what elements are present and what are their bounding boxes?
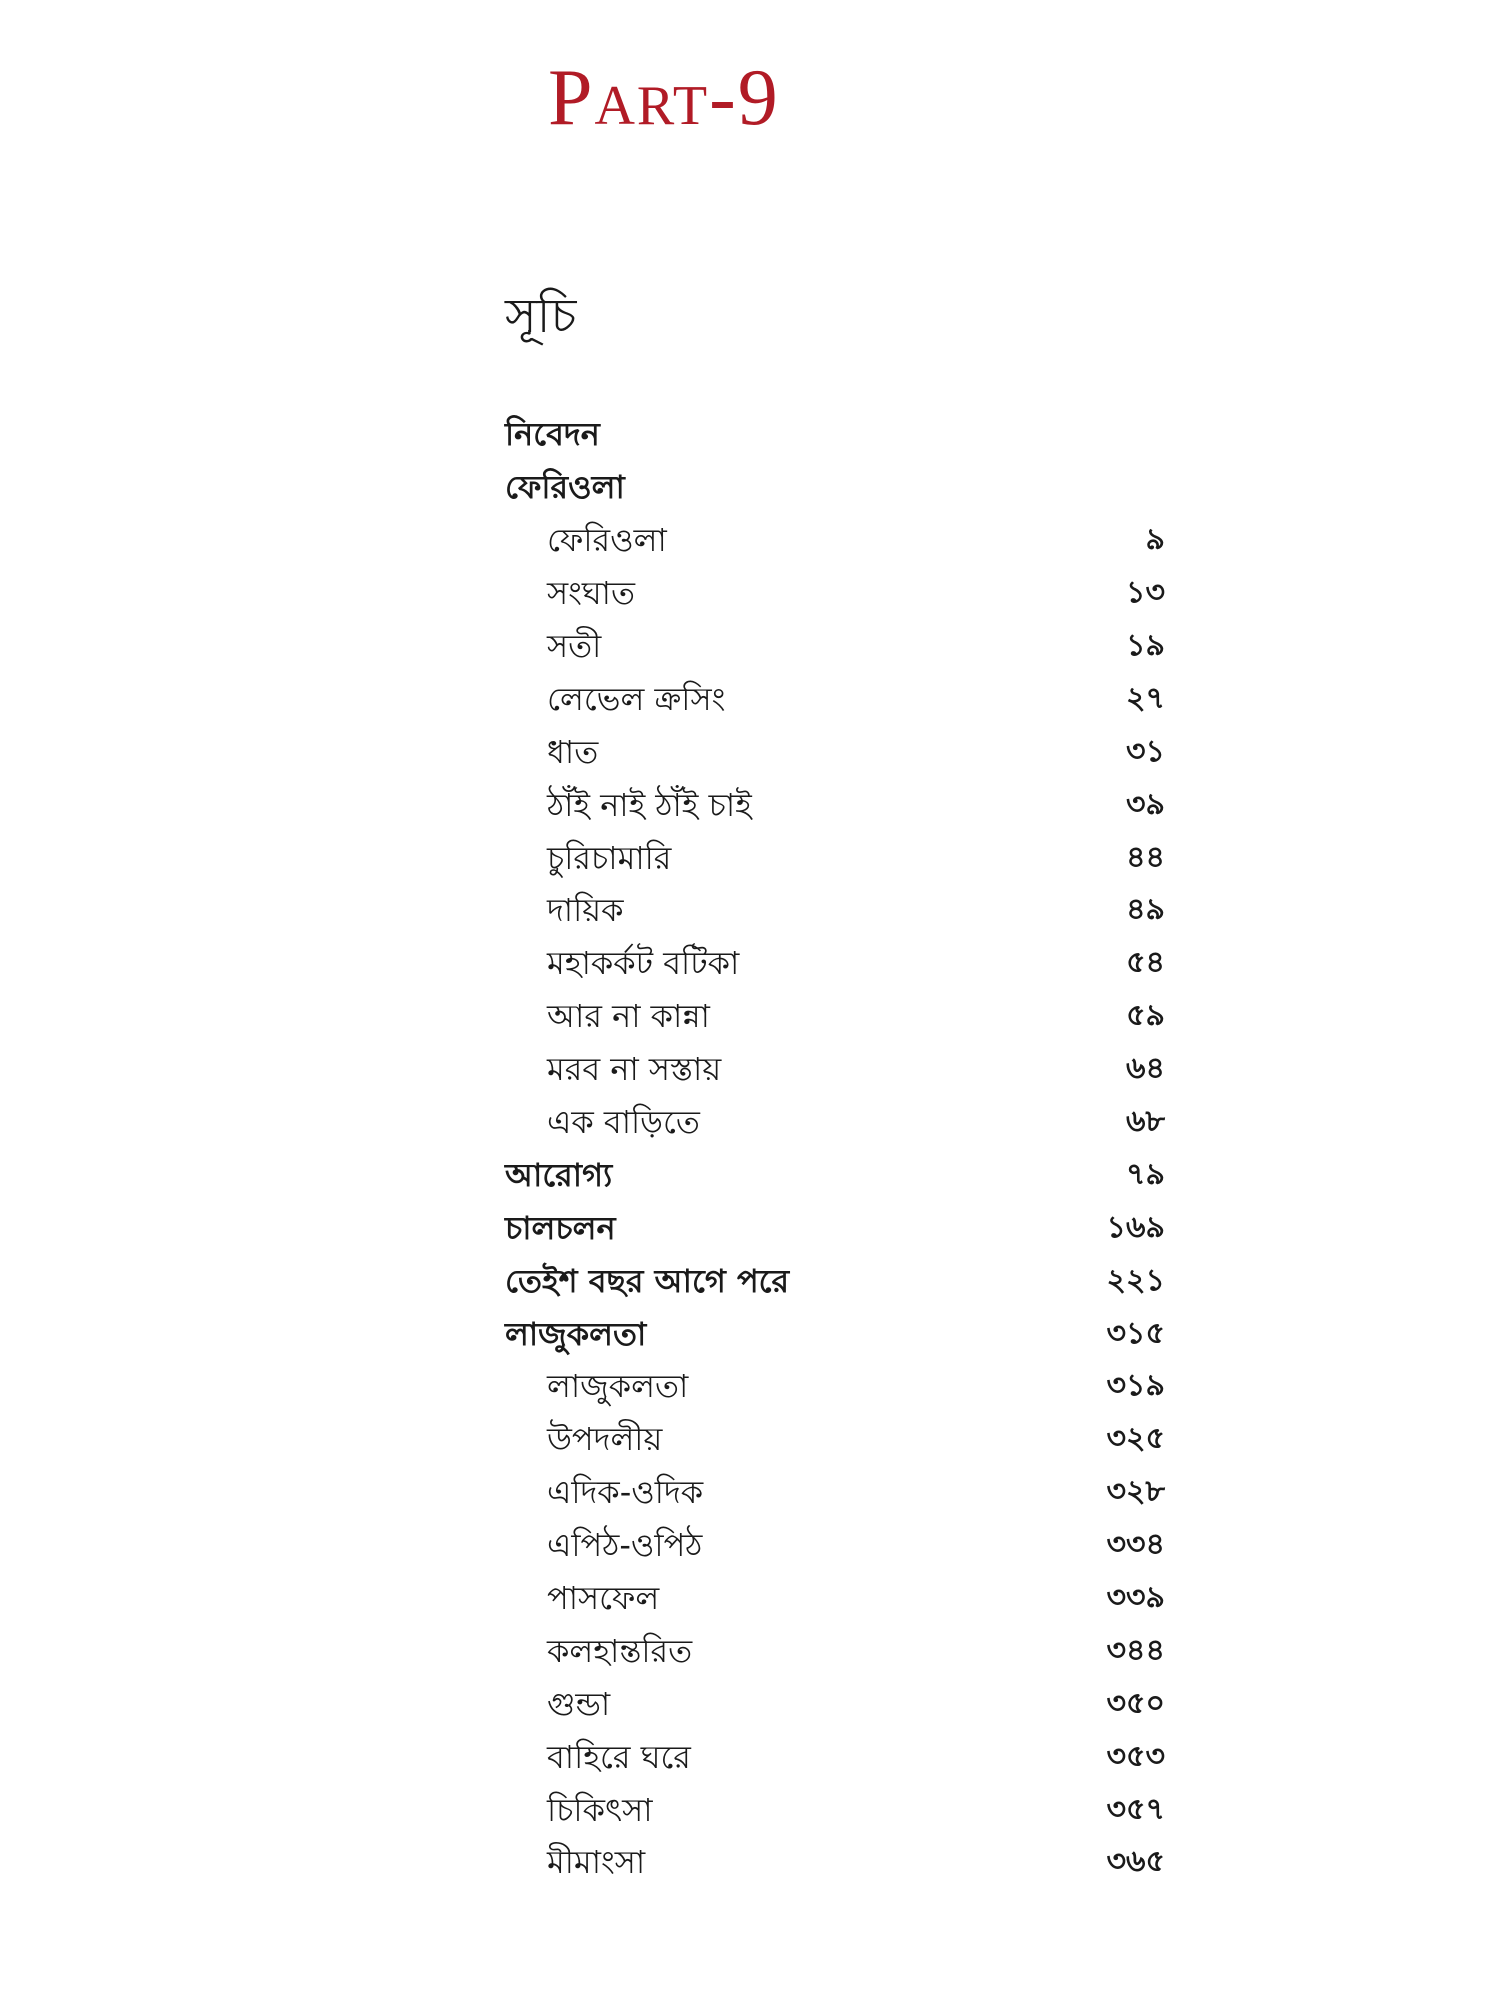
toc-chapter-entry (505, 1730, 1165, 1783)
entry-title: চিকিৎসা (547, 1790, 653, 1829)
entry-page-number: ৬৮ (1126, 1104, 1165, 1140)
entry-page-number: ৩৯ (1126, 786, 1165, 822)
toc-chapter-entry (505, 1096, 1165, 1149)
toc-chapter-entry (505, 1043, 1165, 1096)
entry-page-number: ৩১৫ (1106, 1315, 1165, 1351)
entry-page-number: ৩৫৩ (1106, 1738, 1165, 1774)
entry-title: এক বাড়িতে (547, 1103, 700, 1142)
entry-title: তেইশ বছর আগে পরে (505, 1261, 790, 1300)
toc-chapter-entry (505, 831, 1165, 884)
part-title: Part-9 (548, 54, 780, 142)
entry-title: পাসফেল (547, 1579, 660, 1618)
entry-title: ঠাঁই নাই ঠাঁই চাই (547, 785, 752, 824)
entry-title: নিবেদন (505, 415, 600, 454)
toc-section-entry (505, 1201, 1165, 1254)
entry-title: ধাত (547, 732, 599, 771)
toc-chapter-entry (505, 1624, 1165, 1677)
toc-chapter-entry (505, 937, 1165, 990)
toc-chapter-entry (505, 778, 1165, 831)
entry-page-number: ৩৫০ (1106, 1685, 1165, 1721)
table-of-contents (505, 408, 1165, 1889)
entry-page-number: ৭৯ (1126, 1156, 1165, 1192)
toc-chapter-entry (505, 1519, 1165, 1572)
entry-title: সংঘাত (547, 574, 635, 613)
entry-title: সতী (547, 627, 602, 665)
entry-title: চুরিচামারি (547, 838, 672, 877)
entry-page-number: ২৭ (1125, 680, 1165, 716)
toc-section-entry (505, 461, 1165, 514)
toc-chapter-entry (505, 884, 1165, 937)
entry-page-number: ১৯ (1126, 628, 1165, 663)
toc-chapter-entry (505, 1413, 1165, 1466)
entry-title: কলহান্তরিত (547, 1631, 693, 1670)
entry-title: আর না কান্না (547, 997, 710, 1036)
entry-title: এদিক-ওদিক (547, 1473, 704, 1512)
toc-chapter-entry (505, 1572, 1165, 1625)
toc-chapter-entry (505, 1836, 1165, 1889)
toc-chapter-entry (505, 514, 1165, 567)
entry-title: গুন্ডা (547, 1684, 611, 1723)
entry-page-number: ৩৬৫ (1106, 1844, 1165, 1880)
entry-page-number: ৪৪ (1126, 839, 1165, 875)
toc-heading: সূচি (505, 288, 577, 344)
entry-page-number: ৫৪ (1126, 945, 1165, 981)
entry-page-number: ৩৪৪ (1106, 1632, 1165, 1668)
entry-page-number: ৩৩৯ (1106, 1580, 1165, 1616)
toc-chapter-entry (505, 620, 1165, 673)
entry-title: চালচলন (505, 1208, 616, 1247)
toc-chapter-entry (505, 672, 1165, 725)
entry-title: বাহিরে ঘরে (547, 1737, 691, 1776)
entry-title: লাজুকলতা (547, 1367, 689, 1406)
entry-page-number: ৩১ (1126, 733, 1165, 769)
entry-title: আরোগ্য (505, 1155, 613, 1194)
toc-chapter-entry (505, 725, 1165, 778)
entry-page-number: ৩২৮ (1106, 1474, 1165, 1510)
entry-title: ফেরিওলা (547, 521, 667, 560)
toc-chapter-entry (505, 1466, 1165, 1519)
entry-title: লাজুকলতা (505, 1314, 647, 1353)
entry-title: মীমাংসা (547, 1843, 646, 1882)
entry-page-number: ৯ (1145, 522, 1165, 558)
entry-page-number: ৪৯ (1126, 892, 1165, 928)
entry-page-number: ২২১ (1106, 1262, 1165, 1298)
entry-title: এপিঠ-ওপিঠ (547, 1526, 703, 1565)
toc-chapter-entry (505, 1783, 1165, 1836)
toc-chapter-entry (505, 1677, 1165, 1730)
entry-title: মহাকর্কট বটিকা (547, 944, 740, 983)
entry-page-number: ৩১৯ (1106, 1368, 1165, 1404)
toc-section-entry (505, 1148, 1165, 1201)
toc-section-entry (505, 408, 1165, 461)
toc-chapter-entry (505, 990, 1165, 1043)
entry-title: মরব না সস্তায় (547, 1050, 722, 1089)
entry-title: লেভেল ক্রসিং (547, 679, 726, 718)
entry-page-number: ৩৫৭ (1106, 1791, 1165, 1827)
entry-page-number: ৩২৫ (1106, 1421, 1165, 1457)
entry-page-number: ৫৯ (1126, 998, 1165, 1034)
toc-section-entry (505, 1307, 1165, 1360)
toc-chapter-entry (505, 567, 1165, 620)
entry-page-number: ৩৩৪ (1106, 1527, 1165, 1563)
entry-title: ফেরিওলা (505, 468, 625, 507)
entry-page-number: ৬৪ (1126, 1051, 1165, 1087)
entry-page-number: ১৬৯ (1106, 1209, 1165, 1245)
entry-page-number: ১৩ (1126, 575, 1165, 611)
toc-section-entry (505, 1254, 1165, 1307)
entry-title: উপদলীয় (547, 1420, 663, 1459)
toc-chapter-entry (505, 1360, 1165, 1413)
entry-title: দায়িক (547, 891, 624, 930)
